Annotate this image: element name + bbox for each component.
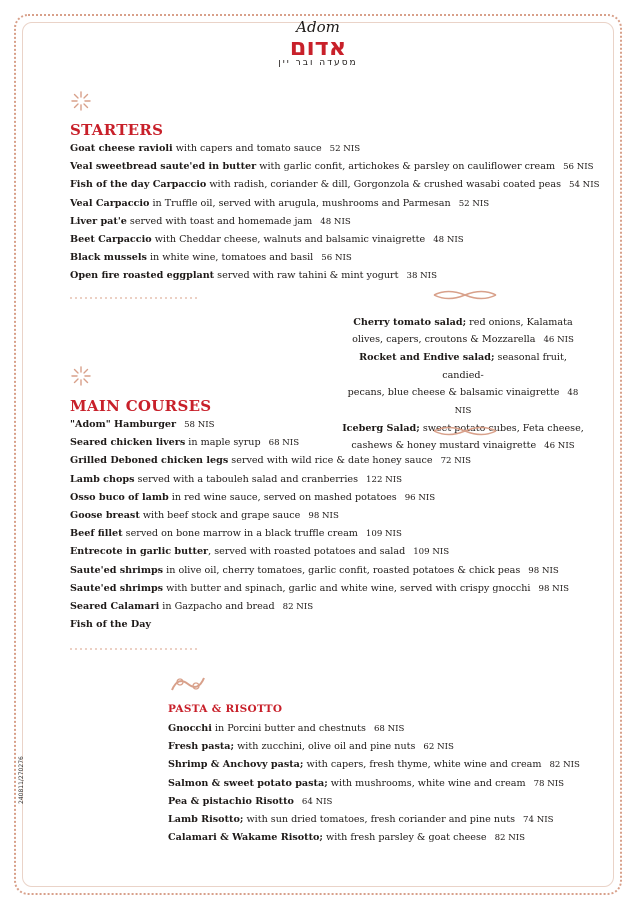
menu-item [70,543,569,561]
dish-description: with Cheddar cheese, walnuts and balsamic vinaigrette [151,233,426,245]
dish-description: served with wild rice & date honey sauce [228,455,433,467]
salad-name: Rocket and Endive salad; [359,352,495,364]
dish-name: Goose breast [70,509,140,521]
dish-price: 56 NIS [321,253,352,264]
dish-description: with capers, fresh thyme, white wine and cream [303,759,542,771]
dish-price: 72 NIS [440,456,472,467]
dish-name: Seared chicken livers [70,437,186,449]
dish-description: , served with roasted potatoes and salad [208,546,406,558]
dish-price: 98 NIS [538,583,569,594]
dish-price: 52 NIS [458,198,490,209]
menu-item [168,738,580,756]
dish-name: Liver pat'e [70,215,127,227]
dish-price: 48 NIS [320,216,351,227]
salad-description-cont: olives, capers, croutons & Mozzarella [352,334,536,346]
print-code: 240811/270276 [18,756,25,804]
dish-name: Shrimp & Anchovy pasta; [168,759,304,771]
dish-name: Fresh pasta; [168,741,235,753]
dish-description: in red wine sauce, served on mashed potatoes [168,491,397,503]
dish-price: 68 NIS [268,438,300,449]
dish-price: 74 NIS [523,814,554,825]
dish-name: Open fire roasted eggplant [70,270,215,282]
dish-name: Lamb Risotto; [168,813,244,825]
dish-price: 48 NIS [433,234,464,245]
pasta-risotto-heading: PASTA & RISOTTO [168,703,283,715]
dish-name: Entrecote in garlic butter [70,546,209,558]
menu-item [70,231,599,249]
dish-name: Saute'ed shrimps [70,564,164,576]
menu-item [70,525,569,543]
dish-name: Salmon & sweet potato pasta; [168,777,328,789]
dish-price: 62 NIS [423,742,454,753]
menu-item [70,158,599,176]
dish-description: in Gazpacho and bread [159,600,275,612]
menu-item [70,507,569,525]
sunburst-ornament-icon [70,365,92,387]
salad-item [338,349,588,420]
main-courses-list [70,416,569,634]
logo-hebrew-name: אדום [289,33,347,61]
dish-name: Gnocchi [168,723,212,734]
dish-description: served on bone marrow in a black truffle cream [122,528,358,540]
menu-item [168,793,580,811]
menu-item [70,489,569,507]
dish-description: with garlic confit, artichokes & parsley on cauliflower cream [256,161,556,173]
salad-name: Cherry tomato salad; [353,317,467,328]
menu-item [70,562,569,580]
menu-item [70,140,599,158]
dish-description: with zucchini, olive oil and pine nuts [234,741,416,753]
salad-item [338,314,588,349]
dish-description: in white wine, tomatoes and basil [146,252,314,264]
menu-item [168,720,580,738]
dish-price: 78 NIS [533,778,565,789]
menu-item [70,580,569,598]
dish-price: 82 NIS [282,601,314,612]
dish-price: 122 NIS [366,474,402,485]
dish-name: Grilled Deboned chicken legs [70,455,229,467]
dotted-divider-icon [70,293,200,303]
menu-item [168,811,580,829]
dish-price: 98 NIS [528,565,559,576]
menu-item [70,176,599,194]
salad-description-cont: cashews & honey mustard vinaigrette [351,440,537,452]
menu-item [70,249,599,267]
scroll-ornament-icon [432,288,498,302]
dish-description: with fresh parsley & goat cheese [322,832,487,844]
menu-item [70,452,569,470]
dish-name: Beef fillet [70,528,123,540]
dish-description: with butter and spinach, garlic and white wine, served with crispy gnocchi [163,582,531,594]
dish-name: Goat cheese ravioli [70,143,173,154]
dish-price: 82 NIS [494,833,526,844]
dish-price: 96 NIS [404,492,436,503]
dish-description: with sun dried tomatoes, fresh coriander and pine nuts [243,813,516,825]
menu-item [70,434,569,452]
logo-tagline: מסעדה ובר יין [278,58,358,68]
dish-price: 38 NIS [406,271,437,282]
dish-description: in olive oil, cherry tomatoes, garlic confit, roasted potatoes & chick peas [163,564,521,576]
logo-script: Adom [296,18,340,36]
salad-description: seasonal fruit, candied- [442,352,567,381]
dish-name: Beet Carpaccio [70,233,152,245]
salad-name: Iceberg Salad; [342,423,420,435]
dish-name: Calamari & Wakame Risotto; [168,832,323,844]
dish-name: Seared Calamari [70,600,160,612]
dish-price: 109 NIS [413,547,450,558]
dish-description: served with toast and homemade jam [126,215,313,227]
dish-description: served with a tabouleh salad and cranberries [134,473,359,485]
dish-name: Saute'ed shrimps [70,582,164,594]
dish-name: Veal Carpaccio [70,197,150,209]
dish-name: Black mussels [70,252,147,264]
starters-list [70,140,599,286]
menu-item [70,267,599,285]
menu-item [70,616,569,634]
dish-description: served with raw tahini & mint yogurt [214,270,399,282]
dish-price: 58 NIS [184,420,215,430]
dish-price: 56 NIS [563,162,594,173]
menu-item [70,416,569,434]
dish-name: Fish of the Day [70,619,151,631]
dish-name: Pea & pistachio Risotto [168,795,294,807]
dish-name: "Adom" Hamburger [70,419,177,430]
salad-description: red onions, Kalamata [466,317,573,328]
dish-description: in Porcini butter and chestnuts [211,723,366,734]
dish-description: with capers and tomato sauce [172,143,322,154]
dish-description: in Truffle oil, served with arugula, mushrooms and Parmesan [149,197,451,209]
dish-description: in maple syrup [185,437,261,449]
floral-ornament-icon [168,672,208,696]
dish-price: 54 NIS [569,180,600,191]
dish-name: Osso buco of lamb [70,491,169,503]
restaurant-logo [268,18,368,68]
menu-item [70,471,569,489]
salad-price: 46 NIS [544,441,575,452]
starters-heading: STARTERS [70,121,164,139]
dish-description: with mushrooms, white wine and cream [327,777,526,789]
sunburst-ornament-icon [70,90,92,112]
salad-description-cont: pecans, blue cheese & balsamic vinaigrette [347,386,560,398]
dotted-divider-icon [70,644,200,654]
main-courses-heading: MAIN COURSES [70,397,212,415]
dish-name: Fish of the day Carpaccio [70,179,207,191]
dish-price: 98 NIS [308,510,339,521]
pasta-risotto-list [168,720,580,847]
menu-item [70,598,569,616]
dish-price: 64 NIS [301,796,333,807]
dish-price: 68 NIS [373,724,405,734]
menu-item [70,213,599,231]
salad-price: 46 NIS [543,335,574,346]
dish-description: with beef stock and grape sauce [139,509,301,521]
menu-item [168,756,580,774]
dish-description: with radish, coriander & dill, Gorgonzola & crushed wasabi coated peas [206,179,561,191]
dish-price: 109 NIS [365,529,402,540]
menu-item [168,775,580,793]
dish-price: 82 NIS [549,760,580,771]
dish-price: 52 NIS [329,144,361,154]
menu-item [168,829,580,847]
dish-name: Lamb chops [70,473,135,485]
dish-name: Veal sweetbread saute'ed in butter [70,161,257,173]
salad-description: sweet potato cubes, Feta cheese, [419,423,584,435]
menu-item [70,195,599,213]
salad-price: 48 NIS [454,387,579,417]
